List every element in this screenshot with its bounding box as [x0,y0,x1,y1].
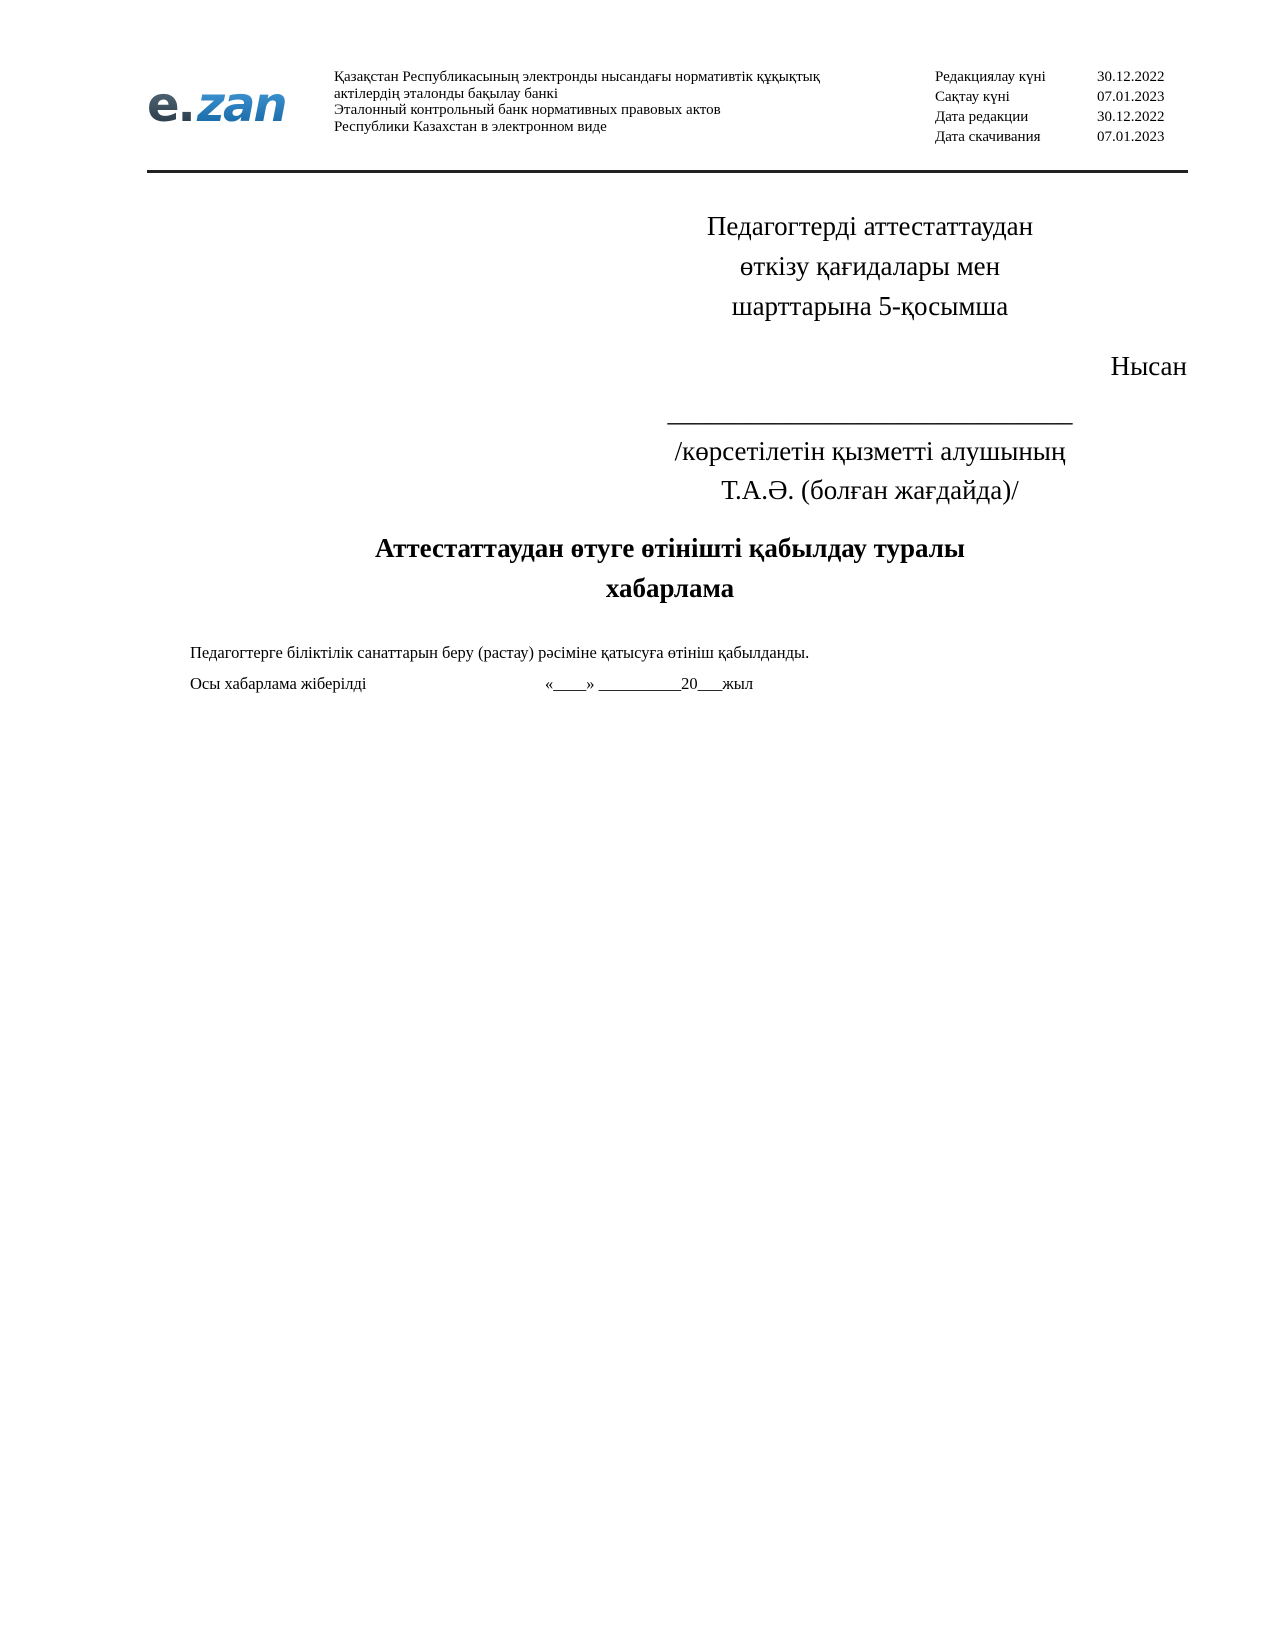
meta-value: 30.12.2022 [1097,69,1165,85]
svg-text:e.: e. [147,77,194,133]
meta-row [935,107,1177,127]
notice-title-line: хабарлама [605,573,735,603]
meta-label: Дата редакции [935,109,1029,125]
meta-row [935,127,1177,147]
appendix-reference [640,206,1100,326]
appendix-line: Педагогтерді аттестаттаудан [706,211,1034,241]
recipient-caption-line: /көрсетілетін қызметті алушының [674,436,1066,466]
notice-title [290,528,1050,608]
notice-sent-label: Осы хабарлама жіберілді [190,674,367,693]
document-header [147,62,1187,172]
notice-sent-date-blank: «____» __________20___жыл [545,674,754,693]
header-divider [147,170,1188,173]
registry-title-line: Республики Казахстан в электронном виде [334,118,607,135]
registry-titles [334,69,894,135]
registry-title-line: актілердің эталонды бақылау банкі [334,85,558,102]
notice-title-line: Аттестаттаудан өтуге өтінішті қабылдау туралы [374,533,965,563]
meta-value: 07.01.2023 [1097,89,1165,105]
recipient-caption-line: Т.А.Ә. (болған жағдайда)/ [721,475,1019,505]
meta-label: Редакциялау күні [935,69,1046,85]
registry-title-line: Қазақстан Республикасының электронды нысандағы нормативтік құқықтық [334,69,821,85]
form-label: Нысан [1110,351,1187,381]
registry-title-line: Эталонный контрольный банк нормативных правовых актов [334,102,721,118]
ezan-logo [147,76,297,136]
meta-row [935,67,1177,87]
meta-label: Сақтау күні [935,89,1010,105]
appendix-line: өткізу қағидалары мен [739,251,1001,281]
recipient-block [640,393,1100,510]
meta-value: 30.12.2022 [1097,109,1165,125]
recipient-name-blank: ______________________________ [667,397,1073,427]
appendix-line: шарттарына 5-қосымша [731,291,1009,321]
meta-value: 07.01.2023 [1097,129,1165,145]
notice-body-text: Педагогтерге біліктілік санаттарын беру (растау) рәсіміне қатысуға өтініш қабылданды. [190,643,810,662]
edition-meta-table [935,67,1177,147]
meta-label: Дата скачивания [935,129,1041,145]
svg-text:zan: zan [197,77,286,133]
meta-row [935,87,1177,107]
